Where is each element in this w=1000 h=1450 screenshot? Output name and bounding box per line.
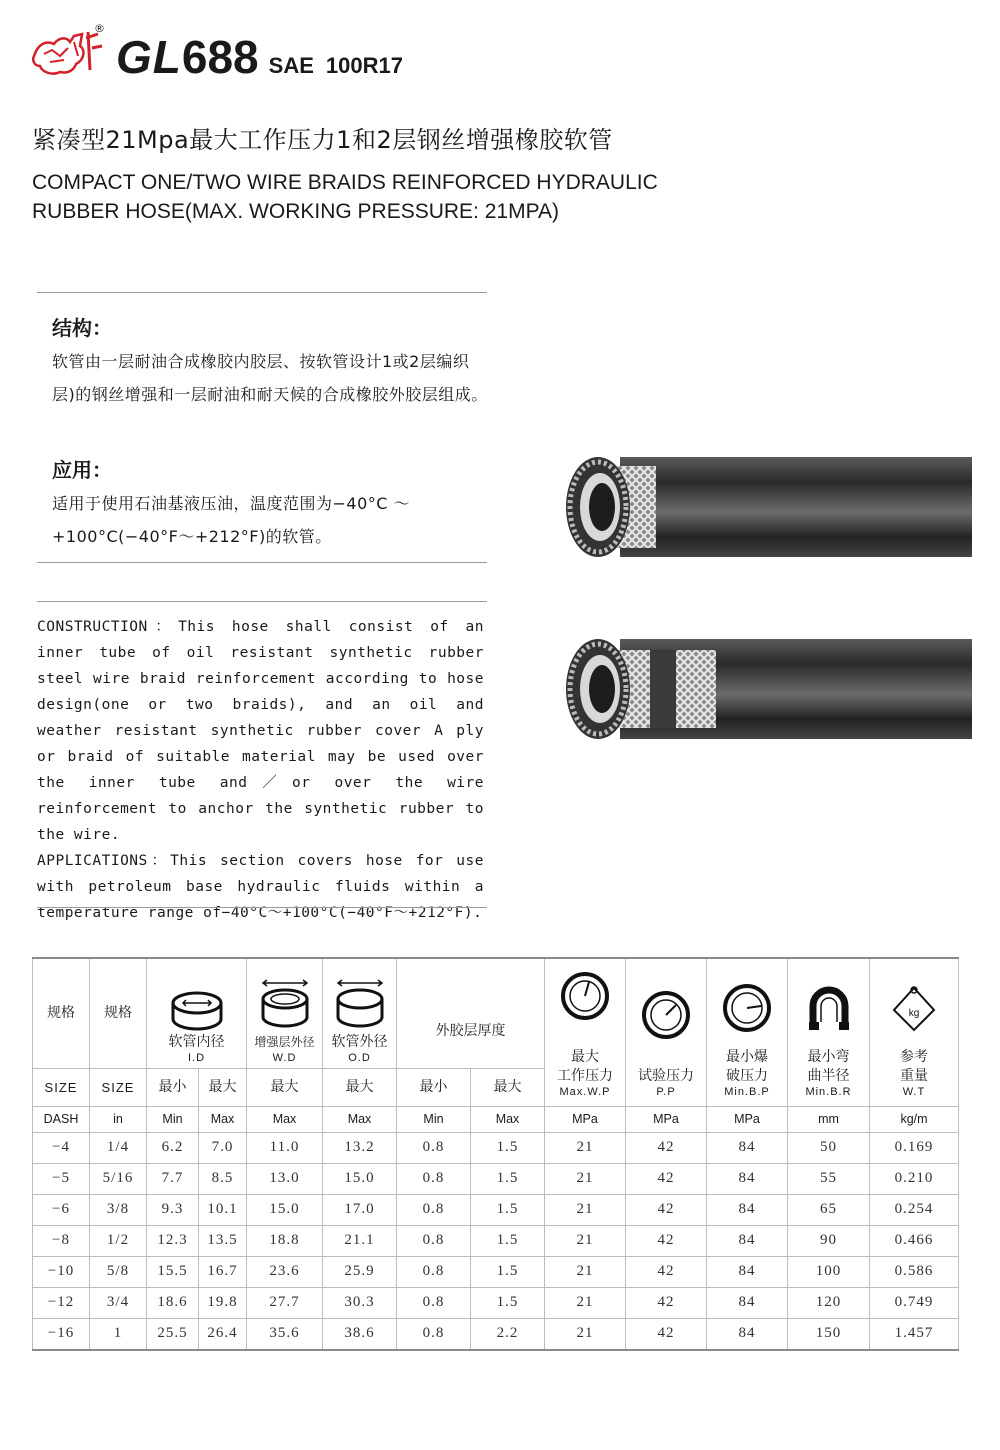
wd-header [247,958,323,1068]
table-cell: 42 [626,1163,707,1194]
table-cell: 42 [626,1256,707,1287]
spec-header-2: 规格 [90,958,147,1068]
table-row [33,1318,959,1350]
unit-cell: MPa [707,1106,788,1132]
table-cell: 18.8 [247,1225,323,1256]
table-cell: 1.5 [471,1256,545,1287]
bend-radius-icon [803,982,855,1034]
unit-cell: Max [323,1106,397,1132]
bp-header-cn1: 最小爆 [726,1048,768,1065]
bp-header-abbr: Min.B.P [724,1085,770,1098]
table-cell: 84 [707,1194,788,1225]
unit-cell: Max [471,1106,545,1132]
table-cell: 16.7 [199,1256,247,1287]
table-cell: 150 [788,1318,870,1350]
wt-header-abbr: W.T [902,1085,926,1098]
id-header-abbr: I.D [187,1051,206,1064]
table-cell: 0.8 [397,1318,471,1350]
table-cell: 0.586 [870,1256,959,1287]
title-chinese: 紧凑型21Mpa最大工作压力1和2层钢丝增强橡胶软管 [32,126,613,154]
table-cell: 1.5 [471,1132,545,1163]
table-cell: 55 [788,1163,870,1194]
table-cell: 0.749 [870,1287,959,1318]
unit-cell: kg/m [870,1106,959,1132]
od-header-cn: 软管外径 [331,1033,388,1050]
id-header [147,958,247,1068]
table-cell: 13.2 [323,1132,397,1163]
wt-header [870,958,959,1106]
table-cell: 100 [788,1256,870,1287]
table-cell: 38.6 [323,1318,397,1350]
application-section-cn [52,454,492,553]
table-cell: 0.8 [397,1194,471,1225]
pressure-gauge-icon [721,982,773,1034]
table-cell: 27.7 [247,1287,323,1318]
one-wire-hose-image [560,452,972,562]
table-cell: 1/4 [90,1132,147,1163]
pressure-gauge-icon [640,989,692,1041]
construction-text: CONSTRUCTION：This hose shall consist of an inner tube of oil resistant synthetic rubber steel wire braid reinforcement according to hose design(one or two braids), and an oil and weather resistant synthetic rubber cover A ply or braid of suitable material may be used over the inner tube and／or over the wire reinforcement to anchor the synthetic rubber to the wire. [37,619,484,843]
table-cell: 6.2 [147,1132,199,1163]
table-cell: 21 [545,1194,626,1225]
structure-text: 软管由一层耐油合成橡胶内胶层、按软管设计1或2层编织层)的钢丝增强和一层耐油和耐天候的合成橡胶外胶层组成。 [52,352,488,404]
table-cell: 0.8 [397,1256,471,1287]
od-max-header: 最大 [323,1068,397,1106]
table-cell: 84 [707,1132,788,1163]
title-english-line1: COMPACT ONE/TWO WIRE BRAIDS REINFORCED HYDRAULIC [32,171,658,194]
wt-header-cn1: 参考 [900,1048,928,1065]
table-cell: 8.5 [199,1163,247,1194]
structure-heading: 结构： [52,316,112,340]
table-cell: 50 [788,1132,870,1163]
table-cell: 7.7 [147,1163,199,1194]
table-cell: 21 [545,1132,626,1163]
table-cell: 7.0 [199,1132,247,1163]
unit-cell: Min [147,1106,199,1132]
table-cell: 1.5 [471,1194,545,1225]
weight-icon [888,982,940,1034]
application-text: 适用于使用石油基液压油，温度范围为−40°C ～ +100°C(−40°F～+212°F)的软管。 [52,494,411,546]
two-wire-hose-image [560,634,972,744]
english-description [37,614,484,926]
unit-cell: MPa [626,1106,707,1132]
table-cell: 84 [707,1287,788,1318]
table-cell: 30.3 [323,1287,397,1318]
table-cell: 21 [545,1318,626,1350]
br-header-cn2: 曲半径 [807,1067,850,1084]
wd-max-header: 最大 [247,1068,323,1106]
br-header-abbr: Min.B.R [805,1085,852,1098]
table-cell: 19.8 [199,1287,247,1318]
table-row [33,1287,959,1318]
table-cell: 11.0 [247,1132,323,1163]
spec-table [32,957,959,1351]
registered-mark: ® [94,22,105,35]
table-cell: 84 [707,1256,788,1287]
table-cell: 13.0 [247,1163,323,1194]
table-cell: 5/8 [90,1256,147,1287]
od-header [323,958,397,1068]
table-row [33,1132,959,1163]
table-cell: 84 [707,1318,788,1350]
table-cell: 15.0 [247,1194,323,1225]
model-prefix: GL [116,31,182,83]
svg-text:kg: kg [908,1007,920,1019]
table-cell: 1.457 [870,1318,959,1350]
table-cell: 42 [626,1318,707,1350]
table-cell: 10.1 [199,1194,247,1225]
table-cell: 25.5 [147,1318,199,1350]
od-header-abbr: O.D [348,1051,371,1064]
wp-header-abbr: Max.W.P [559,1085,611,1098]
table-row [33,1163,959,1194]
table-cell: 5/16 [90,1163,147,1194]
table-cell: 0.466 [870,1225,959,1256]
table-cell: 3/8 [90,1194,147,1225]
wd-header-cn: 增强层外径 [254,1034,315,1049]
table-cell: 21 [545,1163,626,1194]
table-cell: −12 [33,1287,90,1318]
table-cell: 15.5 [147,1256,199,1287]
table-row [33,1194,959,1225]
cover-thickness-header: 外胶层厚度 [397,958,545,1068]
application-heading: 应用： [52,458,112,482]
unit-cell: Min [397,1106,471,1132]
table-cell: 17.0 [323,1194,397,1225]
size-header-1: SIZE [33,1068,90,1106]
table-cell: −4 [33,1132,90,1163]
table-cell: 0.8 [397,1225,471,1256]
reinforcement-od-icon [257,977,313,1033]
table-cell: 42 [626,1132,707,1163]
divider [37,562,487,563]
unit-cell: Max [247,1106,323,1132]
tp-header-abbr: P.P [656,1085,676,1098]
unit-cell: in [90,1106,147,1132]
wd-header-abbr: W.D [272,1051,297,1064]
table-cell: −6 [33,1194,90,1225]
table-cell: 1.5 [471,1225,545,1256]
unit-cell: mm [788,1106,870,1132]
table-cell: 2.2 [471,1318,545,1350]
divider [37,907,487,908]
table-cell: 3/4 [90,1287,147,1318]
applications-text: APPLICATIONS：This section covers hose for use with petroleum base hydraulic fluids within a temperature range of−40°C～+100°C(−40°F～+212°F). [37,853,484,921]
standard-label: SAE [268,53,314,78]
table-header-row [33,958,959,1068]
table-cell: 65 [788,1194,870,1225]
hose-id-icon [167,989,227,1033]
title-english [32,168,658,226]
br-header-cn1: 最小弯 [807,1048,850,1065]
table-cell: 12.3 [147,1225,199,1256]
table-cell: 0.8 [397,1132,471,1163]
unit-cell: MPa [545,1106,626,1132]
unit-cell: DASH [33,1106,90,1132]
spec-header-1: 规格 [33,958,90,1068]
cover-max-header: 最大 [471,1068,545,1106]
table-cell: 84 [707,1163,788,1194]
table-cell: 15.0 [323,1163,397,1194]
table-row [33,1225,959,1256]
br-header [788,958,870,1106]
wp-header [545,958,626,1106]
title-english-line2: RUBBER HOSE(MAX. WORKING PRESSURE: 21MPA) [32,200,560,223]
table-cell: −16 [33,1318,90,1350]
table-cell: 1/2 [90,1225,147,1256]
divider [37,601,487,602]
table-cell: 42 [626,1225,707,1256]
id-min-header: 最小 [147,1068,199,1106]
table-cell: 35.6 [247,1318,323,1350]
table-cell: 120 [788,1287,870,1318]
table-cell: 90 [788,1225,870,1256]
id-header-cn: 软管内径 [168,1033,225,1050]
table-cell: −5 [33,1163,90,1194]
table-cell: 18.6 [147,1287,199,1318]
table-cell: 21.1 [323,1225,397,1256]
table-cell: 0.8 [397,1287,471,1318]
table-cell: 0.8 [397,1163,471,1194]
table-cell: −8 [33,1225,90,1256]
hose-od-icon [332,977,388,1033]
model-number: 688 [181,31,259,83]
bp-header-cn2: 破压力 [726,1067,768,1084]
tp-header [626,958,707,1106]
divider [37,292,487,293]
table-cell: 21 [545,1225,626,1256]
table-cell: 1.5 [471,1163,545,1194]
cover-min-header: 最小 [397,1068,471,1106]
table-cell: 0.210 [870,1163,959,1194]
unit-cell: Max [199,1106,247,1132]
table-cell: 21 [545,1287,626,1318]
structure-section-cn [52,312,492,411]
table-cell: 25.9 [323,1256,397,1287]
pressure-gauge-icon [559,970,611,1022]
tp-header-cn: 试验压力 [638,1067,694,1084]
bp-header [707,958,788,1106]
table-cell: 1 [90,1318,147,1350]
table-cell: 13.5 [199,1225,247,1256]
table-cell: 0.254 [870,1194,959,1225]
table-row [33,1256,959,1287]
table-cell: 84 [707,1225,788,1256]
table-cell: −10 [33,1256,90,1287]
table-cell: 42 [626,1287,707,1318]
units-row [33,1106,959,1132]
wt-header-cn2: 重量 [900,1067,928,1084]
table-cell: 9.3 [147,1194,199,1225]
size-header-2: SIZE [90,1068,147,1106]
standard-code: 100R17 [325,53,403,78]
table-cell: 42 [626,1194,707,1225]
model-heading [116,30,403,84]
table-cell: 23.6 [247,1256,323,1287]
id-max-header: 最大 [199,1068,247,1106]
table-cell: 21 [545,1256,626,1287]
wp-header-cn2: 工作压力 [557,1067,613,1084]
table-cell: 1.5 [471,1287,545,1318]
wp-header-cn1: 最大 [571,1048,599,1065]
table-cell: 0.169 [870,1132,959,1163]
table-cell: 26.4 [199,1318,247,1350]
